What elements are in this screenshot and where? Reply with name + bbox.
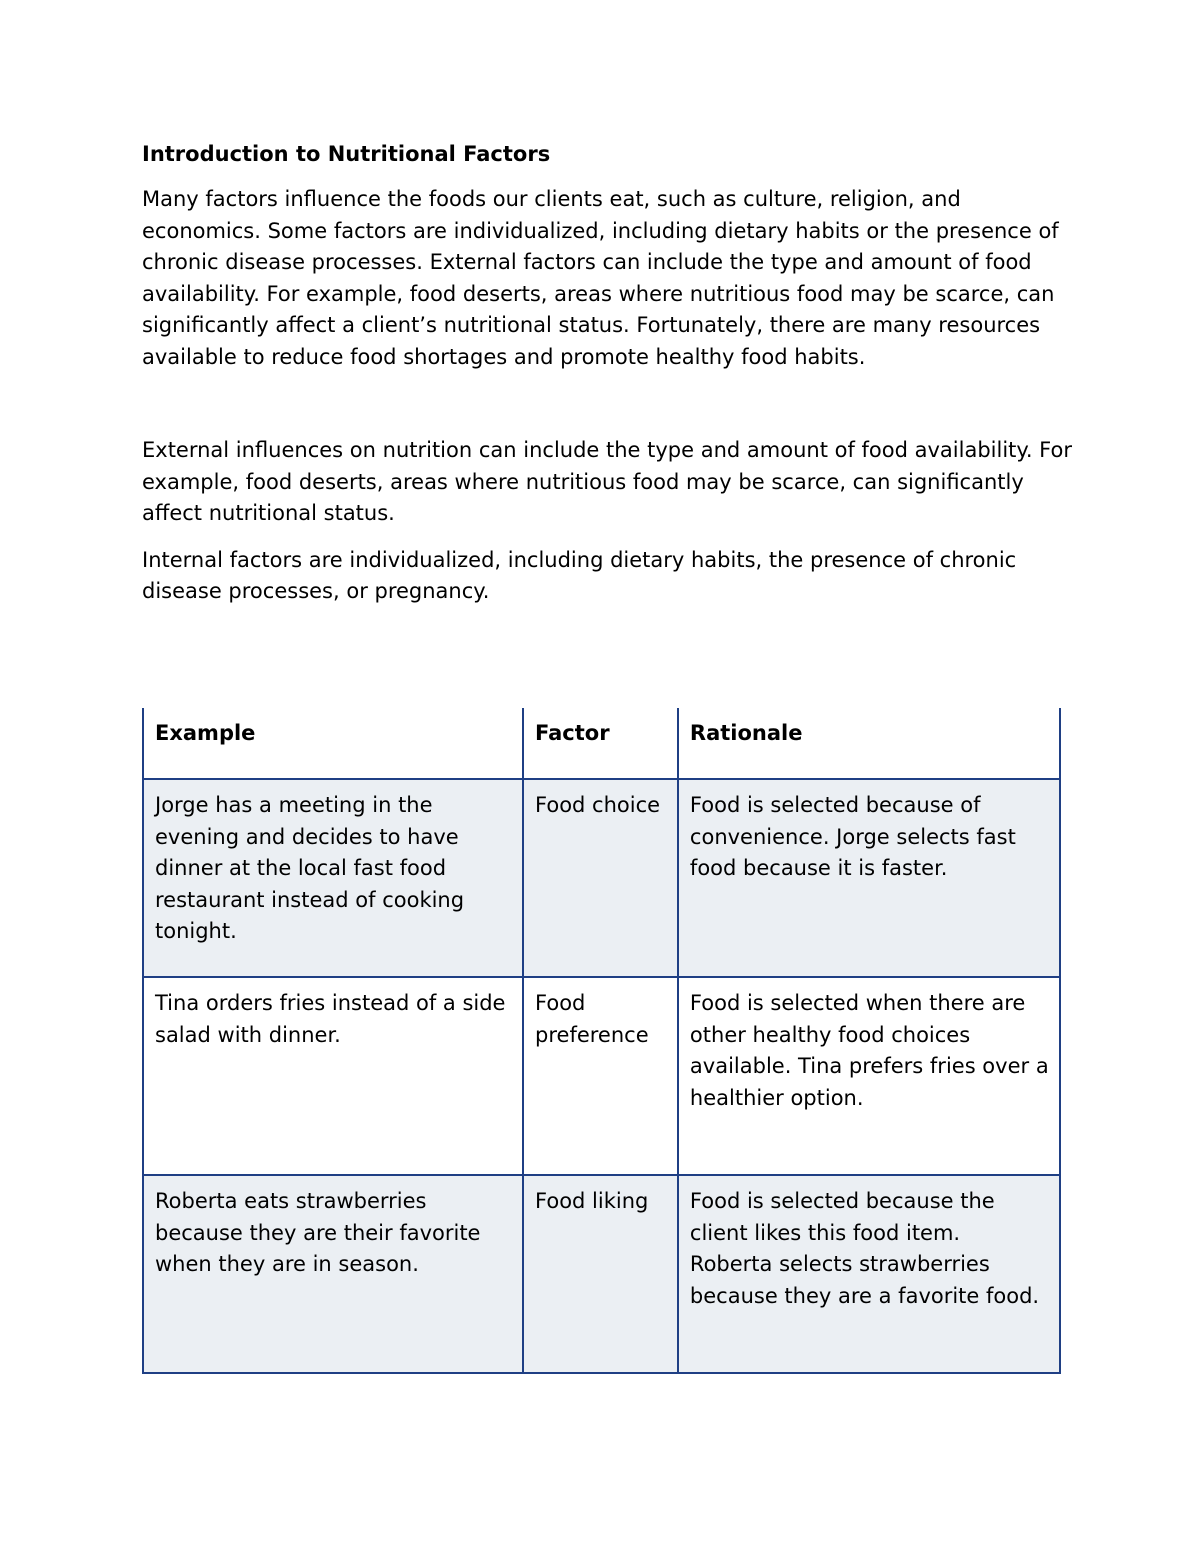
document-heading: Introduction to Nutritional Factors <box>142 142 551 166</box>
external-influences-paragraph: External influences on nutrition can include the type and amount of food availability. For example, food deserts, areas where nutritious food may be scarce, can significantly affect nutritional status. <box>142 438 1072 525</box>
example-cell: Jorge has a meeting in the evening and decides to have dinner at the local fast food restaurant instead of cooking tonight. <box>143 779 523 977</box>
table-row <box>143 1175 1060 1373</box>
header-rationale: Rationale <box>678 708 1060 779</box>
factor-cell: Food preference <box>523 977 678 1175</box>
table-header-row <box>143 708 1060 779</box>
nutrition-factors-table <box>142 708 1061 1374</box>
example-cell: Roberta eats strawberries because they are their favorite when they are in season. <box>143 1175 523 1373</box>
rationale-cell: Food is selected because of convenience. Jorge selects fast food because it is faster. <box>678 779 1060 977</box>
factor-cell: Food choice <box>523 779 678 977</box>
header-example: Example <box>143 708 523 779</box>
factor-cell: Food liking <box>523 1175 678 1373</box>
paragraph-spacer <box>142 373 1072 435</box>
header-factor: Factor <box>523 708 678 779</box>
rationale-cell: Food is selected because the client likes this food item. Roberta selects strawberries because they are a favorite food. <box>678 1175 1060 1373</box>
internal-factors-paragraph: Internal factors are individualized, including dietary habits, the presence of chronic disease processes, or pregnancy. <box>142 547 1017 603</box>
document-body <box>142 138 1072 608</box>
example-cell: Tina orders fries instead of a side salad with dinner. <box>143 977 523 1175</box>
table-row <box>143 977 1060 1175</box>
rationale-cell: Food is selected when there are other healthy food choices available. Tina prefers fries over a healthier option. <box>678 977 1060 1175</box>
paragraph-spacer <box>142 530 1072 545</box>
table-row <box>143 779 1060 977</box>
intro-paragraph: Many factors influence the foods our clients eat, such as culture, religion, and economics. Some factors are individualized, including dietary habits or the presence of chronic disease processes. External factors can include the type and amount of food availability. For example, food deserts, areas where nutritious food may be scarce, can significantly affect a client’s nutritional status. Fortunately, there are many resources available to reduce food shortages and promote healthy food habits. <box>142 187 1059 369</box>
